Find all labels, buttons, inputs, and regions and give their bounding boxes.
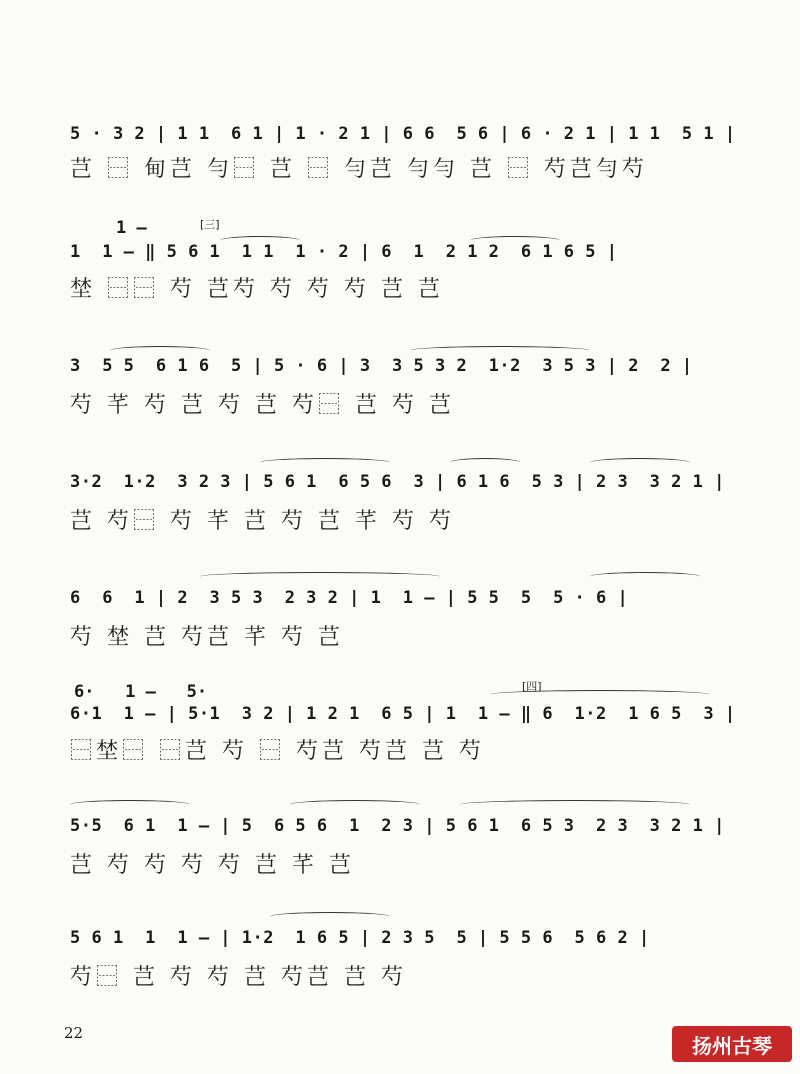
- jianzi-line: 埜 ⿱⿱ 芍 芑芍 芍 芍 芍 芑 芑: [70, 277, 444, 302]
- slur-mark: [290, 800, 420, 809]
- jianzi-line: 芑 芍⿱ 芍 芊 芑 芍 芑 芊 芍 芍: [70, 509, 455, 534]
- slur-mark: [110, 346, 210, 355]
- slur-mark: [460, 800, 690, 809]
- jianzi-line: 芍 芊 芍 芑 芍 芑 芍⿱ 芑 芍 芑: [70, 393, 455, 418]
- section-marker: [三]: [200, 218, 220, 231]
- slur-mark: [470, 236, 560, 245]
- page-number: 22: [64, 1024, 84, 1042]
- slur-mark: [270, 912, 390, 921]
- slur-mark: [590, 458, 690, 467]
- jianpu-line: 3 5 5 6 1 6 5 | 5 · 6 | 3 3 5 3 2 1·2 3 5 3 | 2 2 |: [70, 356, 693, 376]
- slur-mark: [200, 572, 440, 581]
- jianpu-line: 6·1 1 — | 5·1 3 2 | 1 2 1 6 5 | 1 1 — ‖ 6 1·2 1 6 5 3 |: [70, 704, 736, 724]
- slur-mark: [590, 572, 700, 581]
- jianpu-line: 5 6 1 1 1 — | 1·2 1 6 5 | 2 3 5 5 | 5 5 6 5 6 2 |: [70, 928, 650, 948]
- upper-voice: 6· 1 — 5·: [74, 682, 208, 702]
- upper-voice: 1 —: [116, 218, 147, 238]
- jianpu-line: 3·2 1·2 3 2 3 | 5 6 1 6 5 6 3 | 6 1 6 5 3 | 2 3 3 2 1 |: [70, 472, 725, 492]
- slur-mark: [70, 800, 190, 809]
- slur-mark: [490, 690, 710, 699]
- jianzi-line: 芍⿱ 芑 芍 芍 芑 芍芑 芑 芍: [70, 965, 407, 990]
- watermark-logo: 扬州古琴: [672, 1026, 792, 1062]
- jianzi-line: 芑 芍 芍 芍 芍 芑 芊 芑: [70, 853, 355, 878]
- slur-mark: [410, 346, 590, 355]
- slur-mark: [450, 458, 520, 467]
- jianzi-line: 芍 埜 芑 芍芑 芊 芍 芑: [70, 625, 344, 650]
- jianzi-line: ⿱埜⿱ ⿱芑 芍 ⿱ 芍芑 芍芑 芑 芍: [70, 739, 485, 764]
- jianpu-line: 1 1 — ‖ 5 6 1 1 1 1 · 2 | 6 1 2 1 2 6 1 6 5 |: [70, 242, 618, 262]
- slur-mark: [260, 458, 390, 467]
- jianpu-line: 6 6 1 | 2 3 5 3 2 3 2 | 1 1 — | 5 5 5 5 · 6 |: [70, 588, 629, 608]
- section-marker: [四]: [522, 680, 542, 693]
- jianzi-line: 芑 ⿱ 甸芑 勻⿱ 芑 ⿱ 勻芑 勻勻 芑 ⿱ 芍芑勻芍: [70, 157, 648, 182]
- jianpu-line: 5 · 3 2 | 1 1 6 1 | 1 · 2 1 | 6 6 5 6 | 6 · 2 1 | 1 1 5 1 |: [70, 124, 736, 144]
- jianpu-line: 5·5 6 1 1 — | 5 6 5 6 1 2 3 | 5 6 1 6 5 3 2 3 3 2 1 |: [70, 816, 725, 836]
- slur-mark: [220, 236, 300, 245]
